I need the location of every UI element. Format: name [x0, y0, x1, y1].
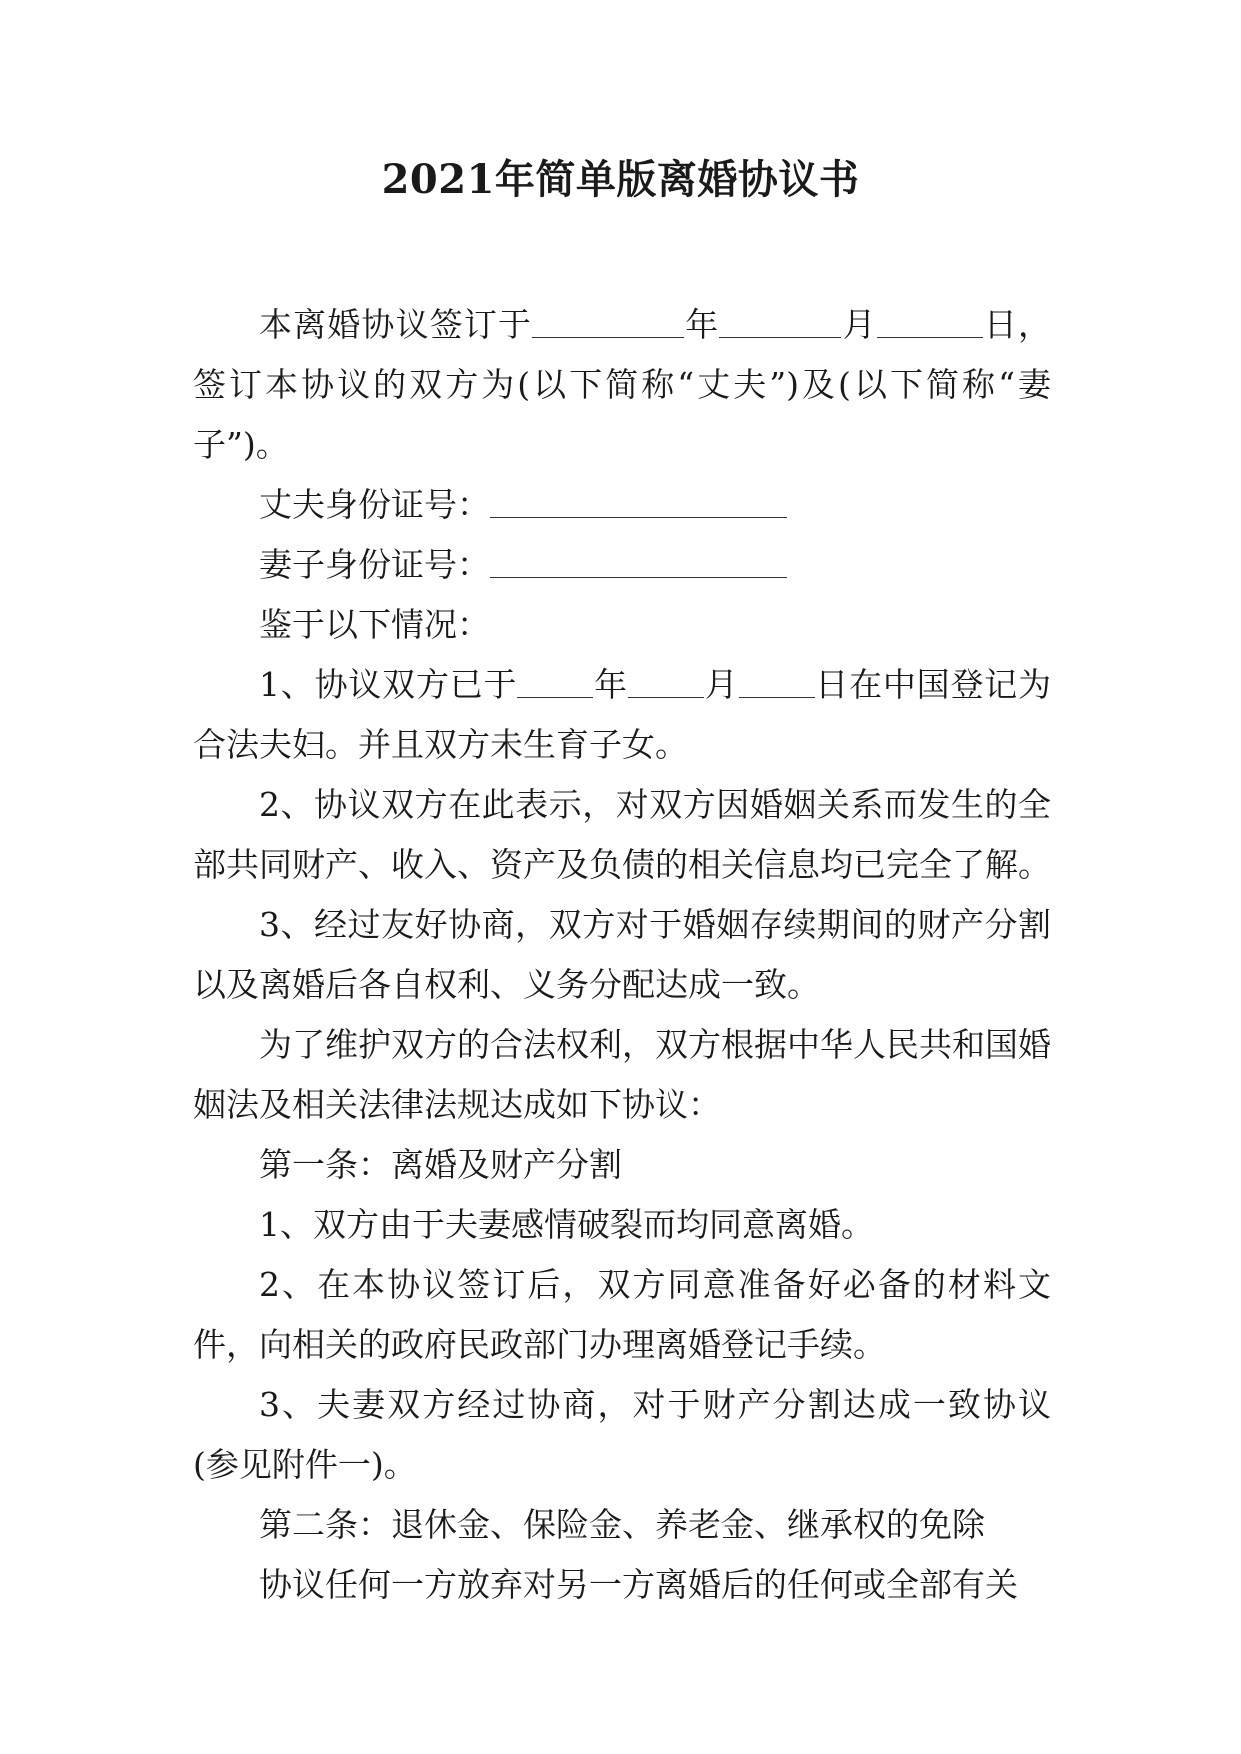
intro-paragraph: [193, 295, 1051, 475]
whereas-item-3: 3、经过友好协商，双方对于婚姻存续期间的财产分割以及离婚后各自权利、义务分配达成一致。: [193, 905, 1051, 1004]
sign-year-blank: [532, 307, 684, 338]
sign-year-label: 年: [684, 305, 720, 344]
wife-id-label: 妻子身份证号：: [259, 545, 490, 584]
marriage-month-label: 月: [703, 665, 739, 704]
signed-at-prefix: 本离婚协议签订于: [259, 305, 533, 344]
marriage-year-label: 年: [593, 665, 628, 704]
marriage-year-blank: [517, 667, 593, 698]
husband-id-label: 丈夫身份证号：: [259, 485, 490, 524]
marriage-day-blank: [739, 667, 815, 698]
husband-id-blank: [490, 487, 787, 518]
wife-id-blank: [490, 547, 787, 578]
whereas-item-2: 2、协议双方在此表示，对双方因婚姻关系而发生的全部共同财产、收入、资产及负债的相关信息均已完全了解。: [193, 785, 1051, 884]
sign-month-label: 月: [841, 305, 877, 344]
sign-day-blank: [877, 307, 983, 338]
document-body: [193, 295, 1051, 1615]
wife-id-line: [193, 535, 1051, 595]
whereas-item-1-prefix: 1、协议双方已于: [259, 665, 518, 704]
sign-day-suffix: 日，: [982, 305, 1052, 344]
husband-id-line: [193, 475, 1051, 535]
article-2-text: 协议任何一方放弃对另一方离婚后的任何或全部有关: [259, 1565, 1018, 1604]
article-1-item-1: 1、双方由于夫妻感情破裂而均同意离婚。: [259, 1205, 874, 1244]
document-title: 2021年简单版离婚协议书: [381, 156, 860, 203]
whereas-closing: 为了维护双方的合法权利，双方根据中华人民共和国婚姻法及相关法律法规达成如下协议：: [193, 1025, 1051, 1124]
whereas-heading: 鉴于以下情况：: [259, 605, 490, 644]
whereas-item-1-suffix: 日在中国登记为合法夫妇。并且双方未生育子女。: [193, 665, 1052, 764]
article-1-item-2: 2、在本协议签订后，双方同意准备好必备的材料文件，向相关的政府民政部门办理离婚登记手续。: [193, 1265, 1051, 1364]
whereas-item-1: [193, 655, 1051, 775]
article-1-item-3: 3、夫妻双方经过协商，对于财产分割达成一致协议(参见附件一)。: [193, 1385, 1051, 1484]
article-1-heading: 第一条：离婚及财产分割: [259, 1145, 622, 1184]
parties-text: 签订本协议的双方为(以下简称“丈夫”)及(以下简称“妻子”)。: [193, 365, 1051, 464]
sign-month-blank: [719, 307, 841, 338]
marriage-month-blank: [628, 667, 704, 698]
article-2-heading: 第二条：退休金、保险金、养老金、继承权的免除: [259, 1505, 985, 1544]
